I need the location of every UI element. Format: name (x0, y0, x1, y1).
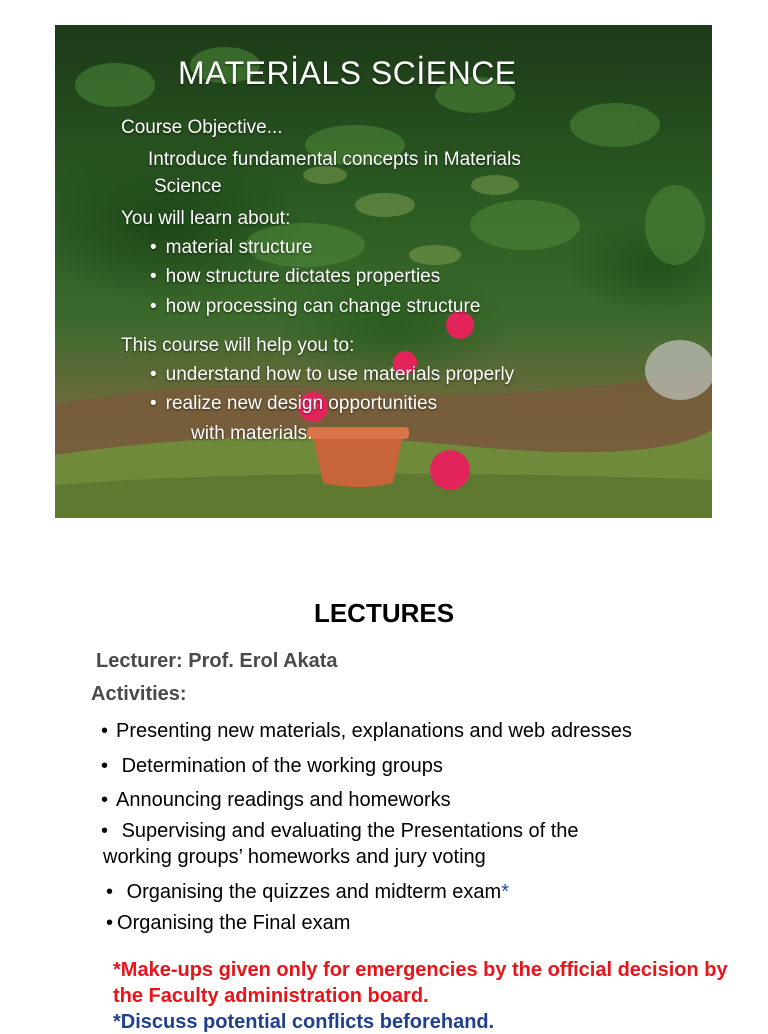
activity-item: • Determination of the working groups (101, 755, 443, 777)
footnote-asterisk: * (501, 881, 509, 903)
activity-item-continuation: working groups’ homeworks and jury voting (103, 846, 486, 868)
course-objective-slide (55, 25, 712, 518)
objective-text-line1: Introduce fundamental concepts in Materials (148, 149, 521, 170)
learn-heading: You will learn about: (121, 208, 291, 229)
learn-item: • how structure dictates properties (150, 266, 440, 288)
activity-item: • Announcing readings and homeworks (101, 789, 451, 811)
activity-item: • Organising the quizzes and midterm exam* (106, 881, 509, 903)
help-item-continuation: with materials. (191, 423, 313, 444)
lectures-title: LECTURES (313, 598, 455, 628)
conflicts-note: *Discuss potential conflicts beforehand. (113, 1011, 495, 1033)
slide-title: MATERİALS SCİENCE (178, 55, 517, 91)
learn-item: • how processing can change structure (150, 296, 480, 318)
activity-item: • Supervising and evaluating the Presentations of the working groups’ homeworks and jury voting (101, 820, 579, 868)
help-item: • understand how to use materials properly (150, 364, 514, 386)
course-objective-label: Course Objective... (121, 117, 283, 138)
makeup-note: *Make-ups given only for emergencies by the official decision by the Faculty administration board. (113, 959, 728, 1007)
activity-item: • Presenting new materials, explanations and web adresses (101, 720, 632, 742)
learn-item: • material structure (150, 237, 312, 259)
help-item: • realize new design opportunities (150, 393, 437, 415)
activities-label: Activities: (91, 683, 187, 705)
objective-text-line2: Science (154, 176, 222, 197)
help-heading: This course will help you to: (121, 335, 355, 356)
lecturer-name: Lecturer: Prof. Erol Akata (96, 650, 338, 672)
activity-item: • Organising the Final exam (106, 912, 351, 934)
